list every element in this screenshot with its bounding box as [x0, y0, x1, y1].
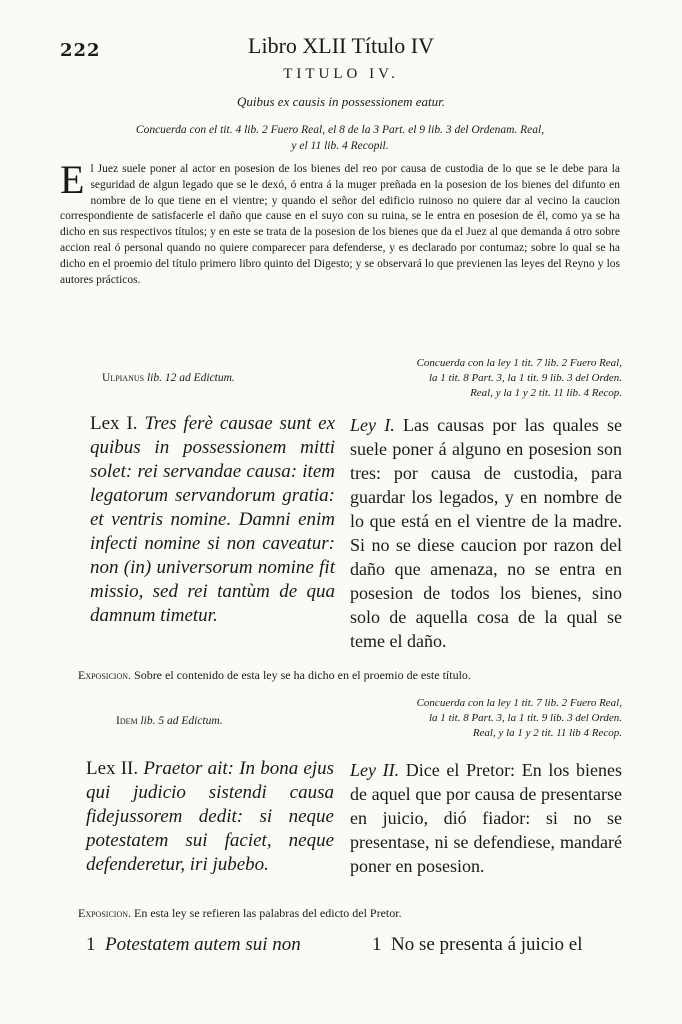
lex1-source-rest: lib. 12 ad Edictum.	[146, 372, 235, 384]
lex1-exposicion-label: Exposicion.	[78, 668, 132, 682]
lex1-concordance	[350, 356, 622, 401]
lex1-concordance-line: Concuerda con la ley 1 tit. 7 lib. 2 Fuero Real,	[416, 357, 622, 369]
lex2-source	[60, 715, 332, 727]
section1-latin-number: 1	[86, 934, 96, 955]
lex2-spanish-label: Ley II.	[350, 760, 400, 780]
lex2-exposicion-label: Exposicion.	[78, 906, 132, 920]
lex1-spanish-label: Ley I.	[350, 415, 395, 435]
concordance-line-1: Concuerda con el tit. 4 lib. 2 Fuero Real, el 8 de la 3 Part. el 9 lib. 3 del Ordenam. Real,	[135, 124, 545, 136]
concordance-note	[60, 122, 620, 154]
lex1-latin-label: Lex I.	[90, 413, 138, 434]
lex2-latin-text: Praetor ait: In bona ejus qui judicio sistendi causa fidejussorem dedit: si neque potestatem sui faciet, neque defenderetur, iri jubebo.	[86, 758, 334, 875]
section1-latin	[60, 934, 336, 956]
intro-paragraph	[60, 157, 620, 288]
page-number: 222	[60, 40, 101, 61]
concordance-line-2: y el 11 lib. 4 Recopil.	[291, 140, 389, 152]
lex2-latin-label: Lex II.	[86, 758, 139, 779]
section1-spanish	[350, 934, 624, 956]
lex2-concordance-line: Concuerda con la ley 1 tit. 7 lib. 2 Fuero Real,	[416, 697, 622, 709]
lex2-spanish-text: Dice el Pretor: En los bienes de aquel que por causa de presentarse en juicio, dió fiador: si no se presentase, ni se defendiese, mandaré poner en posesion.	[350, 760, 623, 876]
section-subtitle: Quibus ex causis in possessionem eatur.	[237, 94, 445, 109]
lex1-spanish-text: Las causas por las quales se suele poner á alguno en posesion son tres: por causa de custodia, para guardar los legados, y en nombre de lo que está en el vientre de la madre. Si no se diese caucion por razon del daño que amenaza, no se entra en posesion de todos los bienes, sino solo de aquella cosa de la qual se teme el daño.	[350, 415, 623, 651]
lex1-exposicion	[78, 668, 638, 683]
section-title: TITULO IV.	[283, 66, 399, 82]
lex1-source	[60, 372, 332, 384]
lex1-source-author: Ulpianus	[102, 372, 145, 384]
section1-latin-text: Potestatem autem sui non	[105, 934, 301, 955]
lex2-spanish	[350, 758, 622, 878]
lex1-concordance-line: Real, y la 1 y 2 tit. 11 lib. 4 Recop.	[470, 387, 622, 399]
lex1-latin-text: Tres ferè causae sunt ex quibus in possessionem mitti solet: rei servandae causa: item legatorum servandorum gratia: et ventris nomine. Damni enim infecti nomine si non caveatur: non (in) universorum nomine fit missio, sed rei tantùm de qua damnum timetur.	[90, 413, 336, 626]
lex2-concordance	[350, 696, 622, 741]
lex2-concordance-line: la 1 tit. 8 Part. 3, la 1 tit. 9 lib. 3 del Orden.	[428, 712, 622, 724]
section1-spanish-text: No se presenta á juicio el	[391, 934, 583, 955]
lex2-latin	[60, 757, 334, 877]
drop-cap: E	[60, 157, 85, 202]
lex2-source-rest: lib. 5 ad Edictum.	[140, 715, 223, 727]
intro-text: l Juez suele poner al actor en posesion de los bienes del reo por causa de custodia de lo que se le debe para la seguridad de algun legado que se le dexó, ó entra á la muger preñada en la posesion de los bienes del difunto en nombre de lo que tiene en el vientre; y quando el señor del edificio ruinoso no quiere dar al vecino la caucion correspondiente de satisfacerle el daño que cause en el suyo con su ruina, se le entra en posesion de él, como ya se ha dicho en sus respectivos títulos; y en este se trata de la posesion de los bienes que da el Juez al que demanda á otro sobre accion real ó personal quando no quiere comparecer para defenderse, y es declarado por contumaz; sobre lo qual se ha dicho en el proemio del título primero libro quinto del Digesto; y se observará lo que previenen las leyes del Reyno y los autores prácticos.	[60, 163, 620, 286]
lex1-latin	[60, 412, 335, 628]
lex1-spanish	[350, 413, 622, 653]
lex2-exposicion	[78, 906, 638, 921]
running-head: Libro XLII Título IV	[248, 33, 434, 58]
lex1-exposicion-text: Sobre el contenido de esta ley se ha dicho en el proemio de este título.	[134, 668, 471, 682]
lex2-concordance-line: Real, y la 1 y 2 tit. 11 lib 4 Recop.	[472, 727, 622, 739]
lex1-concordance-line: la 1 tit. 8 Part. 3, la 1 tit. 9 lib. 3 del Orden.	[428, 372, 622, 384]
lex2-exposicion-text: En esta ley se refieren las palabras del edicto del Pretor.	[134, 906, 402, 920]
lex2-source-author: Idem	[116, 715, 138, 727]
section1-spanish-number: 1	[372, 934, 382, 955]
